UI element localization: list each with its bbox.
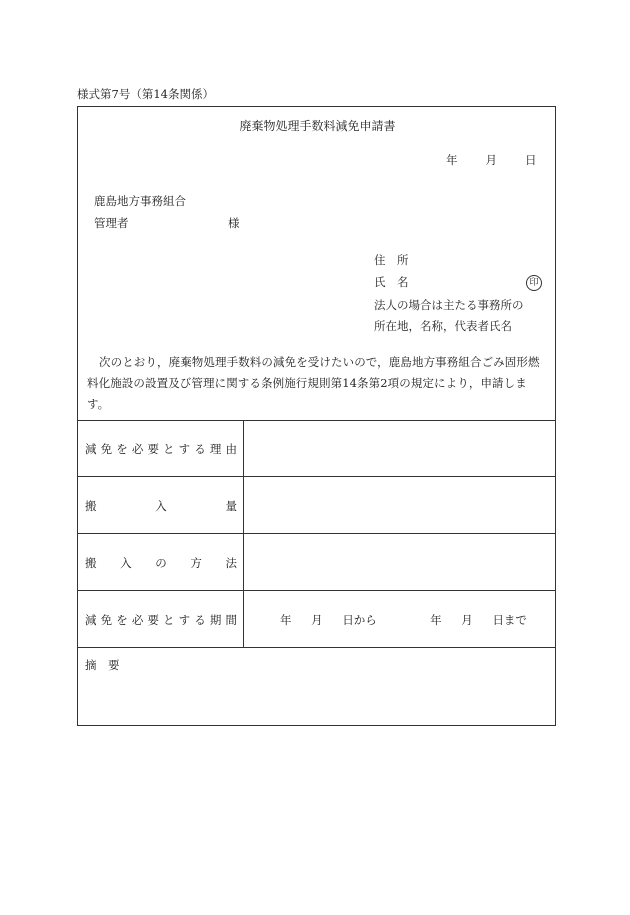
name-label: 氏 名 [374,275,409,289]
reason-label: 減 免 を 必 要 と す る 理 由 [85,442,237,456]
address-label: 住 所 [374,253,409,267]
remarks-label: 摘 要 [85,658,120,672]
form-number: 様式第7号（第14条関係） [77,87,214,101]
addressee-honorific: 様 [228,216,240,230]
corporate-note-line2: 所在地，名称，代表者氏名 [374,319,512,333]
seal-mark: 印 [526,274,542,291]
method-field[interactable] [244,534,555,590]
day-label: 日 [525,153,537,167]
addressee-organization: 鹿島地方事務組合 [94,194,186,208]
addressee-title: 管理者 [94,216,129,230]
application-form [77,106,556,726]
amount-label: 搬 入 量 [85,499,237,513]
divider [78,590,555,591]
year-label: 年 [446,153,458,167]
month-label: 月 [485,153,497,167]
corporate-note-line1: 法人の場合は主たる事務所の [374,298,524,312]
form-title: 廃棄物処理手数料減免申請書 [239,119,396,133]
reason-field[interactable] [244,421,555,476]
amount-field[interactable] [244,477,555,533]
request-text: 次のとおり，廃棄物処理手数料の減免を受けたいので，鹿島地方事務組合ごみ固形燃料化施設の設置及び管理に関する条例施行規則第14条第2項の規定により，申請します。 [87,355,540,411]
method-label: 搬 入 の 方 法 [85,556,237,570]
remarks-field[interactable] [78,648,555,725]
date-field[interactable] [446,152,537,168]
period-field[interactable]: 年 月 日から 年 月 日まで [280,613,527,627]
period-label: 減 免 を 必 要 と す る 期 間 [85,613,237,627]
